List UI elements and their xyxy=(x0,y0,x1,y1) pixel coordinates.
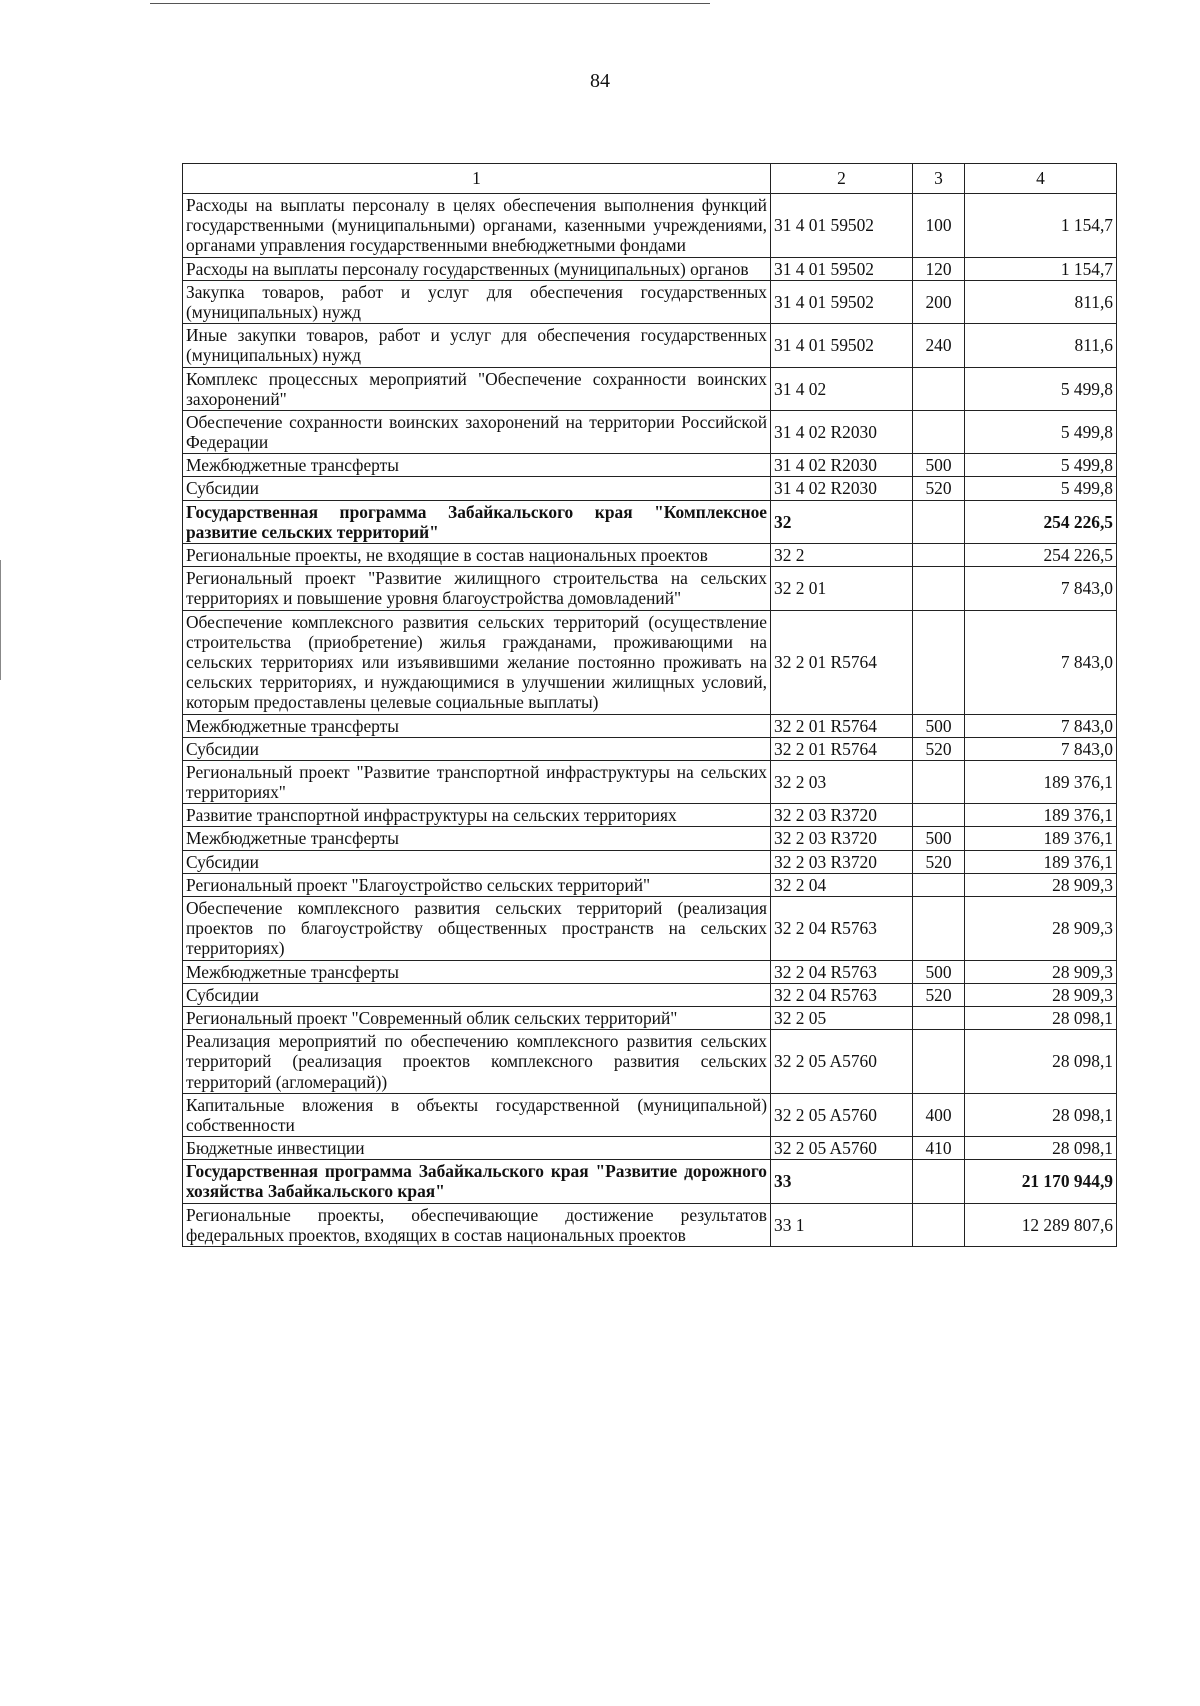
table-row xyxy=(183,454,1117,477)
row-code-cell: 33 1 xyxy=(771,1203,913,1246)
row-type-cell: 120 xyxy=(913,257,965,280)
table-row xyxy=(183,804,1117,827)
table-header-row xyxy=(183,164,1117,194)
table-row xyxy=(183,410,1117,453)
row-code-cell: 32 2 05 A5760 xyxy=(771,1030,913,1094)
row-type-cell xyxy=(913,1160,965,1203)
row-code-cell: 32 2 04 R5763 xyxy=(771,897,913,961)
row-code-cell: 33 xyxy=(771,1160,913,1203)
row-code-cell: 32 2 01 R5764 xyxy=(771,714,913,737)
table-row xyxy=(183,1006,1117,1029)
table-row xyxy=(183,827,1117,850)
row-amount-cell: 28 098,1 xyxy=(965,1137,1117,1160)
row-name-cell: Региональные проекты, не входящие в состав национальных проектов xyxy=(183,544,771,567)
row-type-cell: 500 xyxy=(913,960,965,983)
row-type-cell: 520 xyxy=(913,983,965,1006)
table-row xyxy=(183,194,1117,258)
row-type-cell: 500 xyxy=(913,454,965,477)
row-amount-cell: 189 376,1 xyxy=(965,804,1117,827)
row-name-cell: Субсидии xyxy=(183,477,771,500)
row-amount-cell: 1 154,7 xyxy=(965,257,1117,280)
row-type-cell: 520 xyxy=(913,850,965,873)
row-name-cell: Капитальные вложения в объекты государственной (муниципальной) собственности xyxy=(183,1093,771,1136)
row-amount-cell: 7 843,0 xyxy=(965,714,1117,737)
table-row xyxy=(183,1030,1117,1094)
row-amount-cell: 21 170 944,9 xyxy=(965,1160,1117,1203)
row-amount-cell: 7 843,0 xyxy=(965,737,1117,760)
row-code-cell: 31 4 02 xyxy=(771,367,913,410)
row-type-cell xyxy=(913,1030,965,1094)
budget-table xyxy=(182,163,1117,1247)
row-name-cell: Субсидии xyxy=(183,850,771,873)
row-code-cell: 32 2 03 R3720 xyxy=(771,827,913,850)
row-type-cell xyxy=(913,567,965,610)
table-row xyxy=(183,544,1117,567)
row-amount-cell: 189 376,1 xyxy=(965,760,1117,803)
row-amount-cell: 28 098,1 xyxy=(965,1030,1117,1094)
row-code-cell: 31 4 01 59502 xyxy=(771,257,913,280)
row-type-cell xyxy=(913,1203,965,1246)
row-name-cell: Региональный проект "Развитие транспортной инфраструктуры на сельских территориях" xyxy=(183,760,771,803)
table-row xyxy=(183,873,1117,896)
row-code-cell: 32 2 05 xyxy=(771,1006,913,1029)
table-row xyxy=(183,280,1117,323)
row-type-cell: 240 xyxy=(913,324,965,367)
table-row xyxy=(183,367,1117,410)
row-type-cell xyxy=(913,410,965,453)
row-amount-cell: 254 226,5 xyxy=(965,544,1117,567)
table-row xyxy=(183,983,1117,1006)
table-row xyxy=(183,257,1117,280)
row-code-cell: 32 2 05 A5760 xyxy=(771,1137,913,1160)
row-amount-cell: 7 843,0 xyxy=(965,567,1117,610)
row-type-cell: 500 xyxy=(913,714,965,737)
row-code-cell: 32 2 05 A5760 xyxy=(771,1093,913,1136)
row-name-cell: Субсидии xyxy=(183,737,771,760)
row-amount-cell: 28 909,3 xyxy=(965,960,1117,983)
row-amount-cell: 189 376,1 xyxy=(965,850,1117,873)
row-type-cell: 410 xyxy=(913,1137,965,1160)
row-name-cell: Обеспечение комплексного развития сельских территорий (осуществление строительства (приобретение) жилья гражданами, проживающими на сельских территориях или изъявившими желание постоянно проживать на сельских территориях, и нуждающимися в улучшении жилищных условий, которым предоставлены целевые социальные выплаты) xyxy=(183,610,771,714)
row-type-cell xyxy=(913,544,965,567)
row-name-cell: Расходы на выплаты персоналу государственных (муниципальных) органов xyxy=(183,257,771,280)
row-name-cell: Межбюджетные трансферты xyxy=(183,454,771,477)
row-amount-cell: 254 226,5 xyxy=(965,500,1117,543)
row-name-cell: Расходы на выплаты персоналу в целях обеспечения выполнения функций государственными (муниципальными) органами, казенными учреждениями, органами управления государственными внебюджетными фондами xyxy=(183,194,771,258)
row-type-cell: 520 xyxy=(913,477,965,500)
row-amount-cell: 28 909,3 xyxy=(965,897,1117,961)
row-amount-cell: 28 098,1 xyxy=(965,1006,1117,1029)
row-amount-cell: 5 499,8 xyxy=(965,454,1117,477)
row-type-cell: 400 xyxy=(913,1093,965,1136)
row-name-cell: Государственная программа Забайкальского края "Комплексное развитие сельских территорий" xyxy=(183,500,771,543)
table-row xyxy=(183,850,1117,873)
table-row xyxy=(183,760,1117,803)
row-code-cell: 32 2 01 xyxy=(771,567,913,610)
row-amount-cell: 1 154,7 xyxy=(965,194,1117,258)
scan-edge-line xyxy=(150,3,710,4)
table-row xyxy=(183,477,1117,500)
table-row xyxy=(183,1203,1117,1246)
row-amount-cell: 28 909,3 xyxy=(965,983,1117,1006)
row-amount-cell: 5 499,8 xyxy=(965,367,1117,410)
row-name-cell: Региональные проекты, обеспечивающие достижение результатов федеральных проектов, входящих в состав национальных проектов xyxy=(183,1203,771,1246)
table-row xyxy=(183,610,1117,714)
row-code-cell: 31 4 02 R2030 xyxy=(771,454,913,477)
row-type-cell xyxy=(913,610,965,714)
row-code-cell: 31 4 01 59502 xyxy=(771,280,913,323)
row-name-cell: Межбюджетные трансферты xyxy=(183,960,771,983)
row-code-cell: 32 2 03 R3720 xyxy=(771,804,913,827)
column-header-name: 1 xyxy=(183,164,771,194)
row-name-cell: Межбюджетные трансферты xyxy=(183,827,771,850)
row-name-cell: Региональный проект "Современный облик сельских территорий" xyxy=(183,1006,771,1029)
row-name-cell: Бюджетные инвестиции xyxy=(183,1137,771,1160)
row-code-cell: 32 2 01 R5764 xyxy=(771,610,913,714)
row-code-cell: 31 4 02 R2030 xyxy=(771,477,913,500)
column-header-type: 3 xyxy=(913,164,965,194)
row-type-cell xyxy=(913,760,965,803)
row-name-cell: Государственная программа Забайкальского края "Развитие дорожного хозяйства Забайкальского края" xyxy=(183,1160,771,1203)
row-amount-cell: 189 376,1 xyxy=(965,827,1117,850)
row-name-cell: Реализация мероприятий по обеспечению комплексного развития сельских территорий (реализация проектов комплексного развития сельских территорий (агломераций)) xyxy=(183,1030,771,1094)
table-row xyxy=(183,714,1117,737)
table-row xyxy=(183,500,1117,543)
table-row xyxy=(183,897,1117,961)
table-row xyxy=(183,1160,1117,1203)
table-row xyxy=(183,567,1117,610)
row-code-cell: 32 2 xyxy=(771,544,913,567)
row-type-cell xyxy=(913,1006,965,1029)
page-number: 84 xyxy=(590,70,610,92)
table-body xyxy=(183,194,1117,1247)
row-type-cell: 100 xyxy=(913,194,965,258)
row-type-cell: 500 xyxy=(913,827,965,850)
row-code-cell: 32 2 04 xyxy=(771,873,913,896)
row-type-cell xyxy=(913,804,965,827)
row-code-cell: 32 2 04 R5763 xyxy=(771,960,913,983)
row-amount-cell: 28 909,3 xyxy=(965,873,1117,896)
row-code-cell: 31 4 01 59502 xyxy=(771,324,913,367)
row-name-cell: Региональный проект "Развитие жилищного строительства на сельских территориях и повышение уровня благоустройства домовладений" xyxy=(183,567,771,610)
column-header-code: 2 xyxy=(771,164,913,194)
row-type-cell xyxy=(913,367,965,410)
table-row xyxy=(183,1093,1117,1136)
table-row xyxy=(183,324,1117,367)
row-amount-cell: 811,6 xyxy=(965,324,1117,367)
row-amount-cell: 5 499,8 xyxy=(965,477,1117,500)
row-name-cell: Иные закупки товаров, работ и услуг для обеспечения государственных (муниципальных) нужд xyxy=(183,324,771,367)
row-type-cell xyxy=(913,897,965,961)
row-name-cell: Субсидии xyxy=(183,983,771,1006)
row-type-cell: 200 xyxy=(913,280,965,323)
row-name-cell: Обеспечение сохранности воинских захоронений на территории Российской Федерации xyxy=(183,410,771,453)
column-header-amount: 4 xyxy=(965,164,1117,194)
row-code-cell: 32 2 03 R3720 xyxy=(771,850,913,873)
row-code-cell: 31 4 01 59502 xyxy=(771,194,913,258)
row-type-cell xyxy=(913,873,965,896)
table-row xyxy=(183,960,1117,983)
row-amount-cell: 28 098,1 xyxy=(965,1093,1117,1136)
row-code-cell: 32 2 04 R5763 xyxy=(771,983,913,1006)
table-row xyxy=(183,737,1117,760)
row-amount-cell: 7 843,0 xyxy=(965,610,1117,714)
row-name-cell: Межбюджетные трансферты xyxy=(183,714,771,737)
row-name-cell: Закупка товаров, работ и услуг для обеспечения государственных (муниципальных) нужд xyxy=(183,280,771,323)
row-name-cell: Развитие транспортной инфраструктуры на сельских территориях xyxy=(183,804,771,827)
row-code-cell: 32 xyxy=(771,500,913,543)
table-row xyxy=(183,1137,1117,1160)
row-type-cell: 520 xyxy=(913,737,965,760)
row-name-cell: Региональный проект "Благоустройство сельских территорий" xyxy=(183,873,771,896)
row-amount-cell: 5 499,8 xyxy=(965,410,1117,453)
row-name-cell: Комплекс процессных мероприятий "Обеспечение сохранности воинских захоронений" xyxy=(183,367,771,410)
row-amount-cell: 811,6 xyxy=(965,280,1117,323)
scan-margin-mark xyxy=(0,560,1,680)
row-type-cell xyxy=(913,500,965,543)
row-code-cell: 32 2 03 xyxy=(771,760,913,803)
row-name-cell: Обеспечение комплексного развития сельских территорий (реализация проектов по благоустройству общественных пространств на сельских территориях) xyxy=(183,897,771,961)
row-amount-cell: 12 289 807,6 xyxy=(965,1203,1117,1246)
row-code-cell: 31 4 02 R2030 xyxy=(771,410,913,453)
row-code-cell: 32 2 01 R5764 xyxy=(771,737,913,760)
